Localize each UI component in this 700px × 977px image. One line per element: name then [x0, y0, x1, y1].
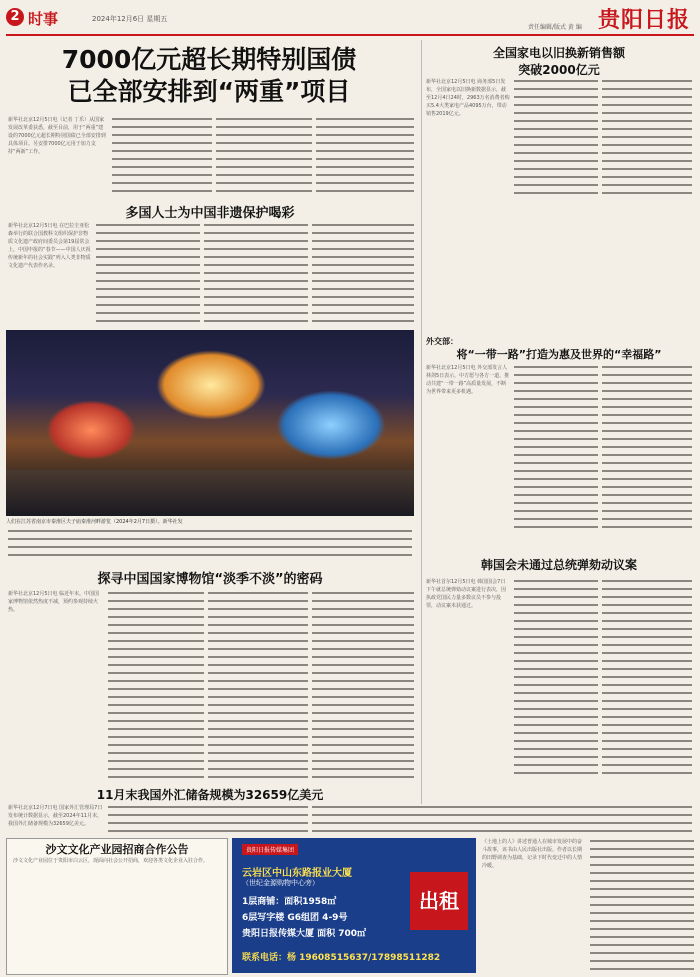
ad-area-2: 6层写字楼 G6组团 4-9号: [242, 913, 348, 923]
story7-body-col2: [108, 804, 308, 832]
story4-continued: [8, 528, 412, 558]
story7-body: 新华社北京12月7日电 国家外汇管理局7日发布统计数据显示，截至2024年11月末，我国外汇储备规模为32659亿美元。: [8, 805, 103, 827]
page-header: [0, 0, 700, 36]
lead-intro: 新华社北京12月5日电（记者 丁乐）从国家发展改革委获悉，截至目前，用于“两重”建设的7000亿元超长期特别国债已全部安排到具体项目。另安排7000亿元用于加力支持“两新”工作。: [8, 117, 106, 155]
lantern-glow: [46, 400, 136, 460]
lantern-glow: [156, 350, 266, 420]
story2-headline: [424, 44, 694, 78]
story5-body-col4: [312, 590, 414, 780]
story2-body-col3: [602, 78, 692, 198]
story4-body-col4: [312, 222, 414, 328]
story2-body-col2: [514, 78, 598, 198]
story3-body-col3: [602, 364, 692, 534]
book-review-col2: [590, 838, 694, 973]
story5-headline: 探寻中国国家博物馆“淡季不淡”的密码: [97, 572, 323, 587]
lantern-glow: [276, 390, 386, 460]
story5-body-col3: [208, 590, 308, 780]
ad-location-note: （世纪金源购物中心旁）: [242, 879, 319, 887]
story2-headline-line2: 突破2000亿元: [518, 63, 600, 77]
lead-body-col2: [112, 116, 212, 196]
newspaper-logo: 贵阳日报: [598, 7, 691, 33]
story4-body-col3: [204, 222, 308, 328]
ad-area-1: 1层商铺：面积1958㎡: [242, 897, 337, 907]
story4-headline: 多国人士为中国非遗保护喝彩: [125, 206, 295, 221]
river-reflection: [6, 470, 414, 516]
ad-tag: 贵阳日报传媒集团: [242, 844, 298, 855]
story5-body: 新华社北京12月5日电 临近年末，中国国家博物馆依然热度不减，预约参观持续火热。: [8, 591, 100, 613]
ad-area-3: 贵阳日报传媒大厦 面积 700㎡: [242, 929, 367, 939]
notice-body: 沙文文化产业园位于贵阳市白云区，现面向社会公开招商，欢迎各类文化企业入驻合作。: [13, 858, 209, 864]
story4-body-col2: [96, 222, 200, 328]
lead-body-col3: [216, 116, 312, 196]
ad-address: 云岩区中山东路报业大厦: [242, 868, 352, 879]
story2-headline-line1: 全国家电以旧换新销售额: [492, 46, 625, 60]
photo-caption: 人们在江苏省南京市秦淮区夫子庙秦淮河畔游览（2024年2月7日摄）。新华社发: [6, 519, 183, 525]
story5-body-col2: [108, 590, 204, 780]
page-number: 2: [6, 8, 24, 26]
story6-body-col2: [514, 578, 598, 778]
lantern-festival-photo: [6, 330, 414, 516]
lead-body-col4: [316, 116, 414, 196]
story4-body: 新华社北京12月5日电 在巴拉圭亚松森举行的联合国教科文组织保护非物质文化遗产政府间委员会第19届常会上，中国申报的“春节——中国人庆祝传统新年的社会实践”列入人类非物质文化遗产代表作名录。: [8, 223, 91, 269]
ad-phone: 联系电话：杨 19608515637/17898511282: [242, 953, 441, 963]
notice-title: 沙文文化产业园招商合作公告: [45, 843, 189, 856]
editor-credit: 责任编辑/版式 黄 编: [528, 24, 582, 31]
story7-body-col3: [312, 804, 692, 832]
story7-headline: 11月末我国外汇储备规模为32659亿美元: [96, 788, 324, 802]
book-review: [482, 838, 694, 973]
lead-headline: [0, 44, 418, 108]
header-rule: [6, 34, 694, 36]
story3-kicker: 外交部：: [426, 337, 458, 346]
story3-body-col2: [514, 364, 598, 534]
story6-body-col3: [602, 578, 692, 778]
issue-date: 2024年12月6日 星期五: [92, 15, 168, 23]
rent-badge: 出租: [410, 872, 468, 930]
lead-headline-line1: 7000亿元超长期特别国债: [61, 45, 357, 74]
property-rental-ad: [232, 838, 476, 973]
story6-headline: 韩国会未通过总统弹劾动议案: [480, 558, 637, 572]
story2-body: 新华社北京12月5日电 商务部5日发布，全国家电以旧换新数据显示，截至12月4日24时，2963万名消费者购买5.4大类家电产品4095万台，带动销售2019亿元。: [426, 79, 510, 117]
lead-headline-line2: 已全部安排到“两重”项目: [67, 77, 351, 106]
investment-notice-ad: [6, 838, 228, 975]
section-name: 时事: [28, 10, 59, 28]
story3-headline: 将“一带一路”打造为惠及世界的“幸福路”: [456, 348, 662, 361]
book-review-body: 《土地上的人》讲述普通人在城市发展中的奋斗故事，该书由人民出版社出版。作者以长期的田野调查为基础，记录下时代变迁中的人情冷暖。: [482, 839, 583, 869]
story3-body: 新华社北京12月5日电 外交部发言人林剑5日表示，中方愿与各方一道，推动共建“一带一路”高质量发展，不断为世界带来更多机遇。: [426, 365, 510, 395]
story6-body: 新华社首尔12月5日电 韩国国会7日下午就总统弹劾动议案进行表决，因执政党国民力量多数议员不参与投票，动议案未获通过。: [426, 579, 507, 609]
column-divider: [421, 40, 422, 832]
